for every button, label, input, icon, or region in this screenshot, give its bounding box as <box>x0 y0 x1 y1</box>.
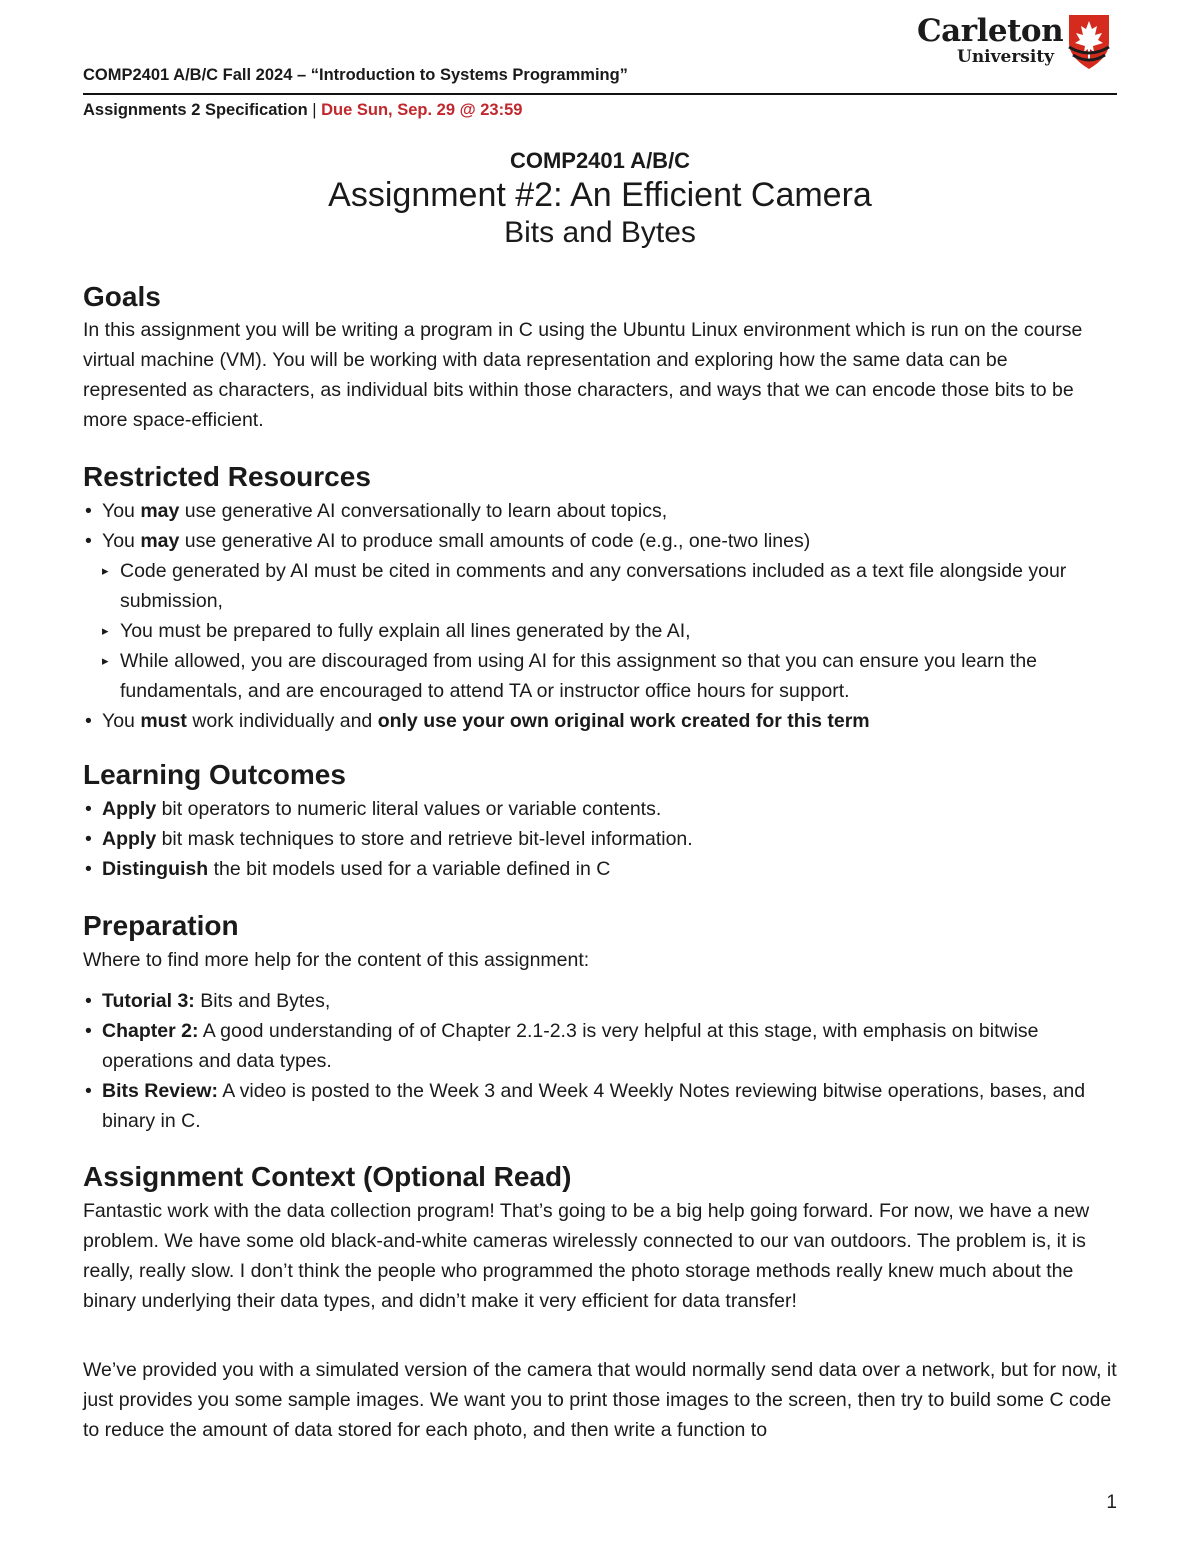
spec-label: Assignments 2 Specification <box>83 101 308 119</box>
list-item-text: A good understanding of of Chapter 2.1-2.3 is very helpful at this stage, with emphasis on bitwise operations and data types. <box>102 1020 1039 1072</box>
list-item-text: bit mask techniques to store and retrieve bit-level information. <box>156 828 693 850</box>
list-item-text: A video is posted to the Week 3 and Week 4 Weekly Notes reviewing bitwise operations, bases, and binary in C. <box>102 1080 1086 1132</box>
list-item-emphasis: Apply <box>102 798 157 820</box>
list-item <box>83 526 1117 556</box>
page-subtitle: Bits and Bytes <box>504 216 696 249</box>
document-page <box>83 0 1117 1553</box>
maple-leaf-shield-icon <box>1067 13 1111 71</box>
list-item-text: You <box>102 500 141 522</box>
sub-list-item: ▸ Code generated by AI must be cited in comments and any conversations included as a text file alongside your submission, <box>83 556 1117 616</box>
list-item <box>83 794 1117 824</box>
list-item-text: use generative AI conversationally to learn about topics, <box>179 500 668 522</box>
restricted-heading: Restricted Resources <box>83 461 371 492</box>
context-paragraph-1: Fantastic work with the data collection program! That’s going to be a big help going forward. For now, we have a new problem. We have some old black-and-white cameras wirelessly connected to our van outdoors. The problem is, it is really, really slow. I don’t think the people who programmed the photo storage methods really knew much about the binary underlying their data types, and didn’t make it very efficient for data transfer! <box>83 1200 1090 1312</box>
list-item-emphasis: must <box>140 710 187 732</box>
list-item-emphasis: Chapter 2: <box>102 1020 199 1042</box>
context-heading: Assignment Context (Optional Read) <box>83 1161 572 1192</box>
sub-list-item: ▸ You must be prepared to fully explain all lines generated by the AI, <box>83 616 1117 646</box>
list-item-emphasis: Distinguish <box>102 858 209 880</box>
spec-line <box>83 101 522 120</box>
context-paragraph-2: We’ve provided you with a simulated version of the camera that would normally send data over a network, but for now, it just provides you some sample images. We want you to print those images to the screen, then try to build some C code to reduce the amount of data stored for each photo, and then write a function to <box>83 1359 1117 1441</box>
goals-text: In this assignment you will be writing a program in C using the Ubuntu Linux environment which is run on the course virtual machine (VM). You will be working with data representation and exploring how the same data can be represented as characters, as individual bits within those characters, and ways that we can encode those bits to be more space-efficient. <box>83 319 1083 431</box>
list-item-text: use generative AI to produce small amounts of code (e.g., one-two lines) <box>179 530 811 552</box>
list-item <box>83 824 1117 854</box>
outcomes-heading: Learning Outcomes <box>83 759 346 790</box>
list-item-text: the bit models used for a variable defined in C <box>208 858 611 880</box>
carleton-logo <box>917 13 1117 71</box>
outcomes-list <box>83 794 1117 884</box>
restricted-list <box>83 496 1117 736</box>
preparation-intro: Where to find more help for the content of this assignment: <box>83 949 590 971</box>
list-item-emphasis: may <box>140 530 180 552</box>
preparation-list <box>83 986 1117 1136</box>
list-item-emphasis: Tutorial 3: <box>102 990 195 1012</box>
list-item-text: You <box>102 710 141 732</box>
list-item-text: work individually and <box>186 710 378 732</box>
list-item <box>83 1076 1117 1136</box>
list-item <box>83 986 1117 1016</box>
header-divider <box>83 93 1117 95</box>
list-item <box>83 706 1117 736</box>
list-item-emphasis: may <box>140 500 180 522</box>
preparation-heading: Preparation <box>83 910 239 941</box>
list-item-emphasis: only use your own original work created for this term <box>377 710 870 732</box>
title-course: COMP2401 A/B/C <box>509 148 691 173</box>
list-item <box>83 1016 1117 1076</box>
course-header: COMP2401 A/B/C Fall 2024 – “Introduction to Systems Programming” <box>83 66 628 84</box>
list-item <box>83 496 1117 526</box>
list-item-emphasis: Bits Review: <box>102 1080 218 1102</box>
due-date: Due Sun, Sep. 29 @ 23:59 <box>321 101 523 119</box>
page-number: 1 <box>1106 1492 1117 1513</box>
list-item-emphasis: Apply <box>102 828 157 850</box>
logo-subtitle: University <box>957 47 1055 67</box>
logo-wordmark: Carleton <box>917 13 1064 49</box>
sub-list-item: ▸ While allowed, you are discouraged from using AI for this assignment so that you can ensure you learn the fundamentals, and are encouraged to attend TA or instructor office hours for support. <box>83 646 1117 706</box>
list-item-text: Bits and Bytes, <box>194 990 331 1012</box>
spec-separator: | <box>307 101 322 119</box>
goals-heading: Goals <box>83 281 161 312</box>
list-item-text: bit operators to numeric literal values or variable contents. <box>156 798 662 820</box>
list-item-text: You <box>102 530 141 552</box>
page-title: Assignment #2: An Efficient Camera <box>328 176 872 214</box>
list-item <box>83 854 1117 884</box>
